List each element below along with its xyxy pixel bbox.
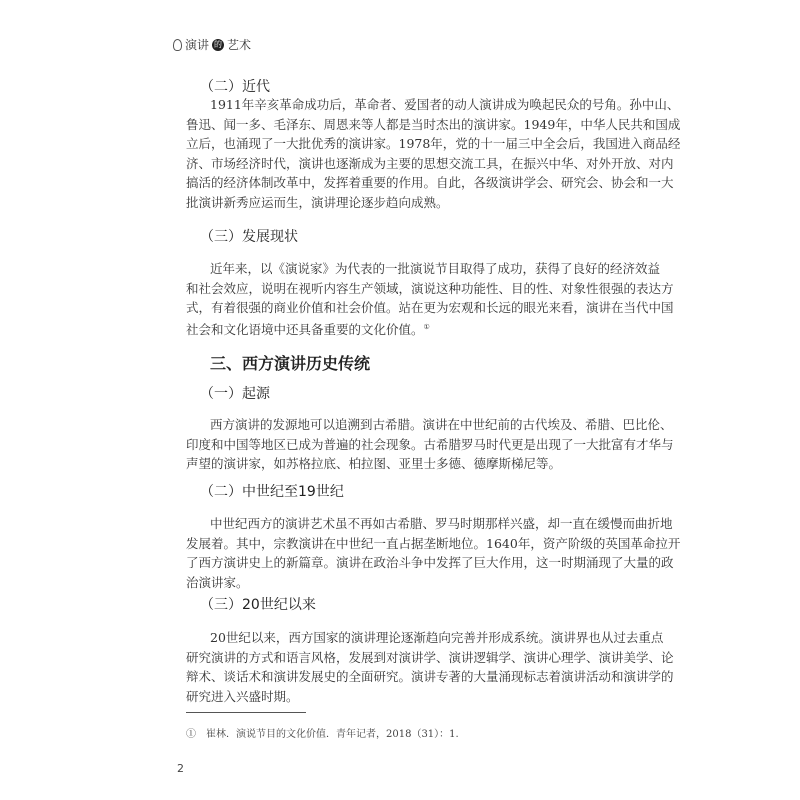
- heading-modern: （二）近代: [200, 79, 270, 95]
- text-line: 近年来，以《演说家》为代表的一批演说节目取得了成功，获得了良好的经济效益: [210, 261, 661, 276]
- text-line: 批演讲新秀应运而生，演讲理论逐步趋向成熟。: [186, 194, 449, 210]
- lightbulb-icon: [173, 39, 182, 51]
- text-line: 研究进入兴盛时期。: [186, 688, 299, 704]
- header-title-circle: 的: [214, 39, 223, 49]
- footnote-marker[interactable]: ①: [423, 322, 430, 331]
- text-line: 鲁迅、闻一多、毛泽东、周恩来等人都是当时杰出的演讲家。1949年，中华人民共和国成: [186, 116, 681, 132]
- heading-20th-century: （三）20世纪以来: [200, 597, 316, 613]
- heading-medieval: （二）中世纪至19世纪: [200, 484, 344, 500]
- text-line: 和社会效应，说明在视听内容生产领域，演说这种功能性、目的性、对象性很强的表达方: [186, 280, 674, 296]
- text-line: 了西方演讲史上的新篇章。演讲在政治斗争中发挥了巨大作用，这一时期涌现了大量的政: [186, 555, 674, 570]
- section-heading-western: 三、西方演讲历史传统: [210, 354, 371, 373]
- text-line: 研究演讲的方式和语言风格，发展到对演讲学、演讲逻辑学、演讲心理学、演讲美学、论: [186, 649, 674, 665]
- text-line: 立后，也涌现了一大批优秀的演讲家。1978年，党的十一届三中全会后，我国进入商品经: [186, 136, 681, 151]
- paragraph-modern: [186, 95, 681, 212]
- paragraph-origin: [186, 415, 674, 474]
- footnote-divider: [186, 712, 306, 713]
- text-line: 中世纪西方的演讲艺术虽不再如古希腊、罗马时期那样兴盛，却一直在缓慢而曲折地: [210, 516, 673, 531]
- heading-current-status: （三）发展现状: [200, 229, 298, 245]
- paragraph-medieval: [186, 514, 681, 592]
- header-title-post: 艺术: [227, 38, 252, 52]
- text-line: 济、市场经济时代，演讲也逐渐成为主要的思想交流工具，在振兴中华、对外开放、对内: [186, 155, 674, 171]
- text-line: 印度和中国等地区已成为普遍的社会现象。古希腊罗马时代更是出现了一大批富有才华与: [186, 436, 674, 452]
- text-line: [186, 318, 622, 340]
- text-line-content: 社会和文化语境中还具备重要的文化价值。: [186, 321, 424, 337]
- text-line: 声望的演讲家，如苏格拉底、柏拉图、亚里士多德、德摩斯梯尼等。: [186, 456, 562, 471]
- heading-origin: （一）起源: [200, 386, 270, 402]
- text-line: 搞活的经济体制改革中，发挥着重要的作用。自此，各级演讲学会、研究会、协会和一大: [186, 175, 674, 190]
- text-line: 西方演讲的发源地可以追溯到古希腊。演讲在中世纪前的古代埃及、希腊、巴比伦、: [210, 417, 673, 432]
- text-line: 20世纪以来，西方国家的演讲理论逐渐趋向完善并形成系统。演讲界也从过去重点: [210, 630, 664, 645]
- text-line: 辩术、谈话术和演讲发展史的全面研究。演讲专著的大量涌现标志着演讲活动和演讲学的: [186, 669, 674, 684]
- text-line: 发展着。其中，宗教演讲在中世纪一直占据垄断地位。1640年，资产阶级的英国革命拉开: [186, 535, 681, 551]
- running-header: [173, 36, 251, 53]
- paragraph-current-status: [186, 259, 674, 339]
- paragraph-20th-century: [186, 628, 674, 706]
- header-title-pre: 演讲: [185, 38, 210, 52]
- page-number: 2: [177, 762, 184, 775]
- text-line: 治演讲家。: [186, 574, 249, 590]
- text-line: 式，有着很强的商业价值和社会价值。站在更为宏观和长远的眼光来看，演讲在当代中国: [186, 300, 674, 315]
- text-line: 1911年辛亥革命成功后，革命者、爱国者的动人演讲成为唤起民众的号角。孙中山、: [210, 97, 680, 112]
- footnote: ① 崔林．演说节目的文化价值．青年记者，2018（31）：1.: [186, 729, 459, 740]
